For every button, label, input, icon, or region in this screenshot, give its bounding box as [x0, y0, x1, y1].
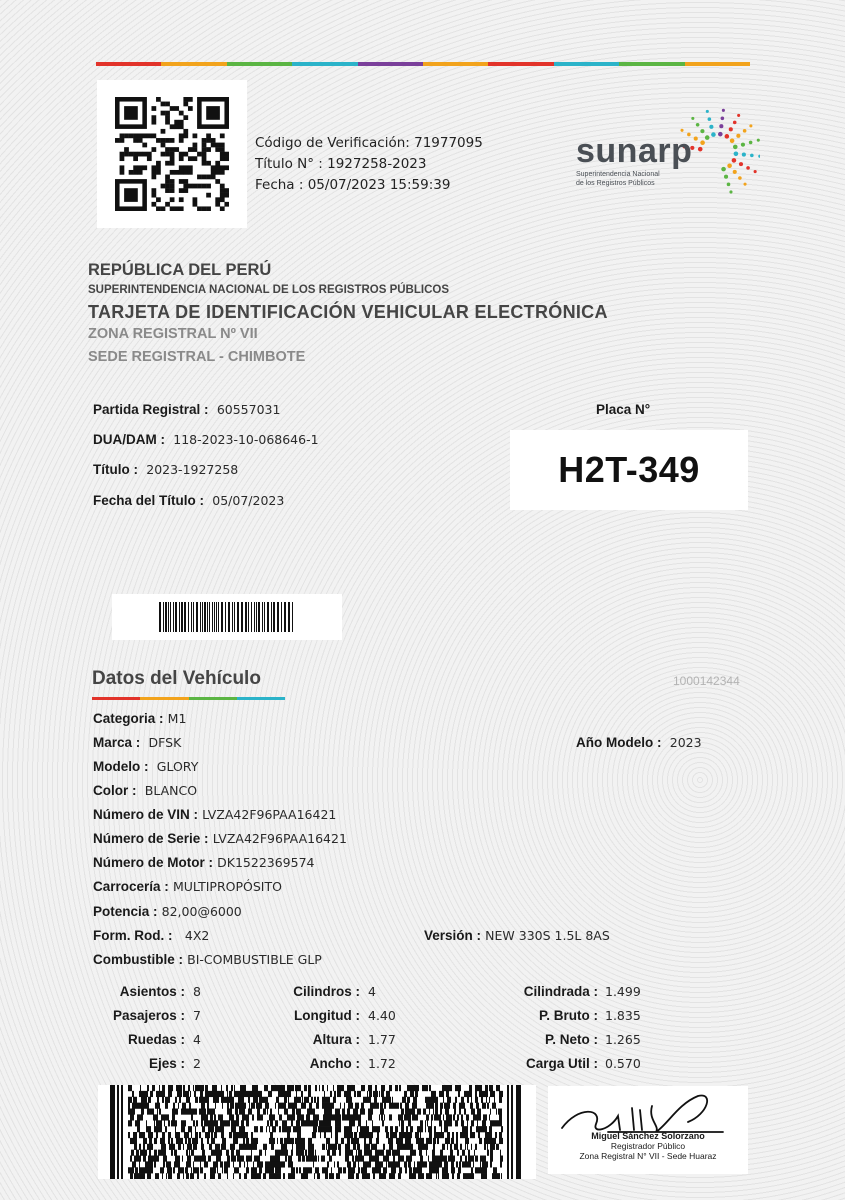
pneto-label: P. Neto :	[544, 1032, 598, 1047]
color-stripe	[96, 62, 750, 66]
ruedas-label: Ruedas :	[127, 1032, 185, 1047]
vehicle-version	[424, 928, 610, 944]
stripe-segment	[358, 62, 423, 66]
stripe-segment	[619, 62, 684, 66]
stripe-segment	[488, 62, 553, 66]
motor-label: Número de Motor :	[93, 855, 213, 870]
motor-value: DK1522369574	[217, 855, 315, 870]
carga-util-label: Carga Util :	[525, 1056, 598, 1071]
vehicle-section-title: Datos del Vehículo	[92, 668, 261, 689]
section-underline	[92, 697, 285, 700]
signature-text	[548, 1131, 748, 1161]
formrod-value: 4X2	[184, 928, 210, 943]
registrar-office: Zona Registral N° VII - Sede Huaraz	[579, 1151, 717, 1161]
sunarp-logo-subtitle	[576, 171, 660, 188]
asientos-value: 8	[193, 984, 201, 999]
stripe-segment	[161, 62, 226, 66]
version-label: Versión :	[424, 928, 482, 943]
serie-value: LVZA42F96PAA16421	[212, 831, 347, 846]
header-office: SEDE REGISTRAL - CHIMBOTE	[88, 349, 306, 365]
altura-value: 1.77	[368, 1032, 396, 1047]
verification-date: Fecha : 05/07/2023 15:59:39	[255, 177, 451, 193]
verification-code: Código de Verificación: 71977095	[255, 135, 483, 151]
version-value: NEW 330S 1.5L 8AS	[485, 928, 610, 943]
vehicle-marca	[93, 735, 181, 751]
titulo	[93, 462, 238, 478]
carga-util-value: 0.570	[605, 1056, 641, 1071]
fecha-titulo-value: 05/07/2023	[212, 493, 285, 508]
vehicle-anio-modelo	[576, 735, 702, 751]
carroceria-label: Carrocería :	[93, 879, 169, 894]
pasajeros-label: Pasajeros :	[112, 1008, 185, 1023]
registrar-name: Miguel Sánchez Solorzano	[591, 1131, 705, 1141]
barcode-small	[112, 594, 342, 640]
qr-code	[97, 80, 247, 228]
ancho-value: 1.72	[368, 1056, 396, 1071]
cilindros-label: Cilindros :	[293, 984, 360, 999]
plate-number: H2T-349	[558, 449, 700, 490]
titulo-label: Título :	[93, 462, 138, 477]
ejes-value: 2	[193, 1056, 201, 1071]
categoria-value: M1	[167, 711, 187, 726]
asientos-label: Asientos :	[119, 984, 185, 999]
ejes-label: Ejes :	[148, 1056, 185, 1071]
underline-segment	[140, 697, 188, 700]
qr-code-graphic	[115, 97, 229, 211]
vehicle-combustible	[93, 952, 322, 968]
vin-value: LVZA42F96PAA16421	[202, 807, 337, 822]
longitud-value: 4.40	[368, 1008, 396, 1023]
header-country: REPÚBLICA DEL PERÚ	[88, 261, 272, 279]
vehicle-categoria	[93, 711, 186, 727]
plate-box	[510, 430, 748, 510]
document-number: 1000142344	[673, 674, 740, 688]
ruedas-value: 4	[193, 1032, 201, 1047]
partida-registral	[93, 402, 280, 418]
longitud-label: Longitud :	[294, 1008, 360, 1023]
pneto-value: 1.265	[605, 1032, 641, 1047]
logo-subtitle-line-2: de los Registros Públicos	[576, 179, 655, 187]
header-zone: ZONA REGISTRAL Nº VII	[88, 326, 258, 342]
vehicle-motor	[93, 855, 315, 871]
color-value: BLANCO	[144, 783, 198, 798]
cilindrada-value: 1.499	[605, 984, 641, 999]
potencia-label: Potencia :	[93, 904, 158, 919]
partida-value: 60557031	[216, 402, 281, 417]
potencia-value: 82,00@6000	[161, 904, 242, 919]
verification-info	[255, 133, 483, 196]
stripe-segment	[96, 62, 161, 66]
stripe-segment	[423, 62, 488, 66]
categoria-label: Categoria :	[93, 711, 164, 726]
titulo-value: 2023-1927258	[146, 462, 239, 477]
dua-value: 118-2023-10-068646-1	[173, 432, 319, 447]
stripe-segment	[227, 62, 292, 66]
vehicle-modelo	[93, 759, 198, 775]
stripe-segment	[554, 62, 619, 66]
partida-label: Partida Registral :	[93, 402, 209, 417]
cilindrada-label: Cilindrada :	[523, 984, 598, 999]
stripe-segment	[292, 62, 357, 66]
underline-segment	[189, 697, 237, 700]
vehicle-vin	[93, 807, 336, 823]
pbruto-label: P. Bruto :	[538, 1008, 598, 1023]
anio-label: Año Modelo :	[576, 735, 662, 750]
carroceria-value: MULTIPROPÓSITO	[172, 879, 282, 894]
anio-value: 2023	[669, 735, 702, 750]
sunarp-logo-word: sunarp	[576, 132, 693, 170]
marca-value: DFSK	[148, 735, 182, 750]
stripe-segment	[685, 62, 750, 66]
underline-segment	[237, 697, 285, 700]
vehicle-color	[93, 783, 197, 799]
vehicle-carroceria	[93, 879, 282, 895]
vin-label: Número de VIN :	[93, 807, 199, 822]
document-title: TARJETA DE IDENTIFICACIÓN VEHICULAR ELECTRÓNICA	[88, 302, 608, 322]
pdf417-barcode-graphic	[110, 1085, 524, 1179]
pbruto-value: 1.835	[605, 1008, 641, 1023]
header-agency: SUPERINTENDENCIA NACIONAL DE LOS REGISTROS PÚBLICOS	[88, 284, 450, 296]
underline-segment	[92, 697, 140, 700]
pasajeros-value: 7	[193, 1008, 201, 1023]
combustible-label: Combustible :	[93, 952, 183, 967]
dua-dam	[93, 432, 319, 448]
plate-label: Placa N°	[596, 402, 651, 417]
registrar-role: Registrador Público	[610, 1141, 686, 1151]
color-label: Color :	[93, 783, 137, 798]
ancho-label: Ancho :	[309, 1056, 360, 1071]
altura-label: Altura :	[312, 1032, 360, 1047]
logo-subtitle-line-1: Superintendencia Nacional	[576, 171, 660, 178]
marca-label: Marca :	[93, 735, 141, 750]
pdf417-barcode	[98, 1085, 536, 1179]
vehicle-form-rod	[93, 928, 209, 944]
cilindros-value: 4	[368, 984, 376, 999]
verification-title-number: Título N° : 1927258-2023	[255, 156, 427, 172]
formrod-label: Form. Rod. :	[93, 928, 173, 943]
modelo-label: Modelo :	[93, 759, 149, 774]
vehicle-potencia	[93, 904, 242, 920]
barcode-small-graphic	[159, 602, 295, 632]
vehicle-serie	[93, 831, 347, 847]
modelo-value: GLORY	[156, 759, 199, 774]
dua-label: DUA/DAM :	[93, 432, 165, 447]
combustible-value: BI-COMBUSTIBLE GLP	[187, 952, 322, 967]
fecha-titulo	[93, 493, 284, 509]
fecha-titulo-label: Fecha del Título :	[93, 493, 205, 508]
serie-label: Número de Serie :	[93, 831, 209, 846]
